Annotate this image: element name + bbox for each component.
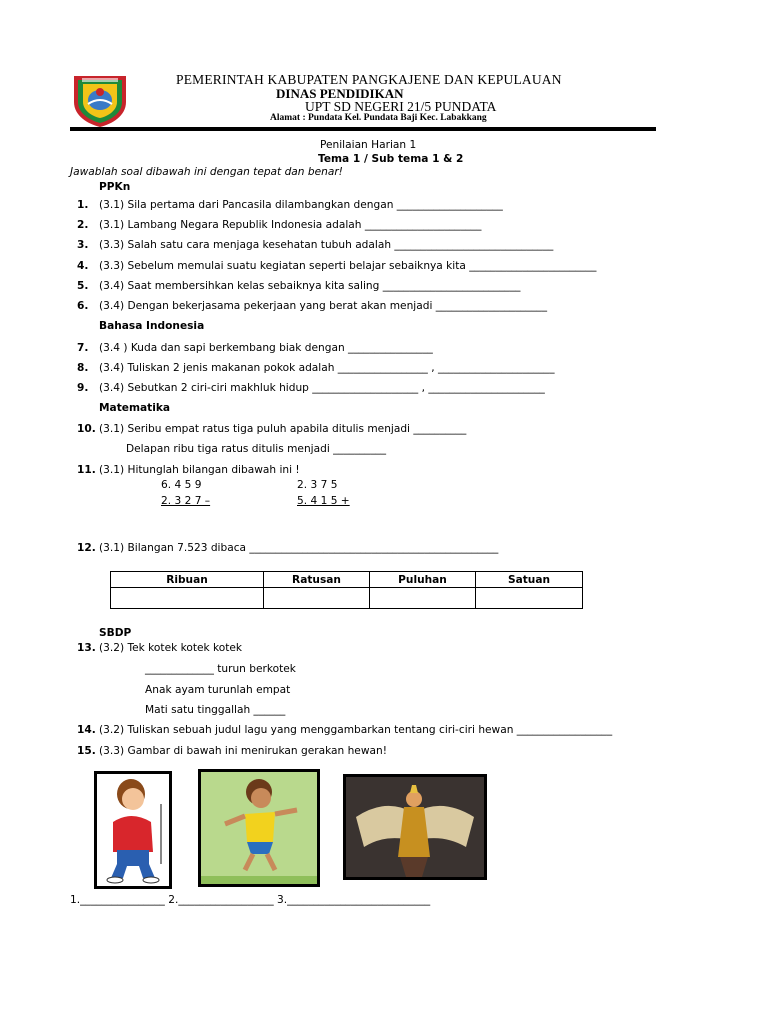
crouching-boy-icon (97, 774, 169, 886)
table-header-cell: Puluhan (370, 572, 476, 588)
question-text: (3.3) Gambar di bawah ini menirukan gerakan hewan! (99, 745, 387, 757)
header-divider (70, 127, 656, 131)
section-matematika: Matematika (99, 402, 171, 414)
question-text: (3.4) Dengan bekerjasama pekerjaan yang berat akan menjadi _____________________ (99, 300, 547, 312)
table-header-cell: Ratusan (264, 572, 370, 588)
question-text: Delapan ribu tiga ratus ditulis menjadi __________ (126, 443, 387, 455)
picture-3 (343, 774, 487, 880)
section-bahasa-indonesia: Bahasa Indonesia (99, 320, 205, 332)
song-line: Mati satu tinggallah ______ (145, 704, 286, 716)
header-department: DINAS PENDIDIKAN (276, 86, 404, 101)
page-title: Penilaian Harian 1 (320, 139, 417, 151)
question-text: (3.4) Sebutkan 2 ciri-ciri makhluk hidup ____________________ , ______________________ (99, 382, 545, 394)
question-number: 7. (77, 342, 89, 354)
question-number: 10. (77, 423, 96, 435)
table-header-cell: Ribuan (111, 572, 264, 588)
question-text: (3.1) Seribu empat ratus tiga puluh apabila ditulis menjadi __________ (99, 423, 467, 435)
song-line: Anak ayam turunlah empat (145, 684, 291, 696)
question-number: 11. (77, 464, 96, 476)
question-number: 5. (77, 280, 89, 292)
header-address: Alamat : Pundata Kel. Pundata Baji Kec. Labakkang (270, 113, 487, 123)
jumping-boy-icon (201, 772, 317, 884)
answer-cell[interactable] (111, 588, 264, 609)
math-operand: 2. 3 2 7 – (161, 495, 211, 507)
dancer-icon (346, 777, 484, 877)
question-number: 6. (77, 300, 89, 312)
question-text: (3.4) Saat membersihkan kelas sebaiknya kita saling __________________________ (99, 280, 521, 292)
question-text: (3.3) Sebelum memulai suatu kegiatan seperti belajar sebaiknya kita ________________________ (99, 260, 597, 272)
instruction: Jawablah soal dibawah ini dengan tepat dan benar! (70, 166, 343, 178)
question-number: 3. (77, 239, 89, 251)
table-answer-row (111, 588, 583, 609)
question-number: 9. (77, 382, 89, 394)
math-operand: 2. 3 7 5 (297, 479, 338, 491)
math-operand: 5. 4 1 5 + (297, 495, 350, 507)
question-number: 4. (77, 260, 89, 272)
answer-cell[interactable] (476, 588, 583, 609)
regency-emblem-icon (70, 72, 130, 128)
question-number: 14. (77, 724, 96, 736)
math-operand: 6. 4 5 9 (161, 479, 202, 491)
question-number: 13. (77, 642, 96, 654)
song-line: _____________ turun berkotek (145, 663, 296, 675)
page-subtitle: Tema 1 / Sub tema 1 & 2 (318, 153, 464, 165)
question-text: (3.3) Salah satu cara menjaga kesehatan tubuh adalah ______________________________ (99, 239, 554, 251)
header-school: UPT SD NEGERI 21/5 PUNDATA (305, 99, 497, 114)
table-header-cell: Satuan (476, 572, 583, 588)
answer-cell[interactable] (264, 588, 370, 609)
question-number: 15. (77, 745, 96, 757)
picture-2 (198, 769, 320, 887)
question-text: (3.1) Lambang Negara Republik Indonesia adalah ______________________ (99, 219, 482, 231)
table-header-row (111, 572, 583, 588)
question-number: 2. (77, 219, 89, 231)
question-number: 1. (77, 199, 89, 211)
question-text: (3.4 ) Kuda dan sapi berkembang biak dengan ________________ (99, 342, 433, 354)
question-text: (3.1) Sila pertama dari Pancasila dilambangkan dengan ____________________ (99, 199, 503, 211)
question-text: (3.1) Bilangan 7.523 dibaca _______________________________________________ (99, 542, 499, 554)
place-value-table (110, 571, 583, 609)
question-number: 12. (77, 542, 96, 554)
answer-cell[interactable] (370, 588, 476, 609)
question-text: (3.2) Tek kotek kotek kotek (99, 642, 243, 654)
section-sbdp: SBDP (99, 627, 132, 639)
question-number: 8. (77, 362, 89, 374)
question-text: (3.4) Tuliskan 2 jenis makanan pokok adalah _________________ , ______________________ (99, 362, 555, 374)
question-text: (3.1) Hitunglah bilangan dibawah ini ! (99, 464, 300, 476)
picture-1 (94, 771, 172, 889)
section-ppkn: PPKn (99, 181, 131, 193)
header-government: PEMERINTAH KABUPATEN PANGKAJENE DAN KEPULAUAN (176, 72, 562, 87)
question-text: (3.2) Tuliskan sebuah judul lagu yang menggambarkan tentang ciri-ciri hewan __________________ (99, 724, 613, 736)
answer-blanks: 1.________________ 2.__________________ 3.___________________________ (70, 894, 431, 906)
